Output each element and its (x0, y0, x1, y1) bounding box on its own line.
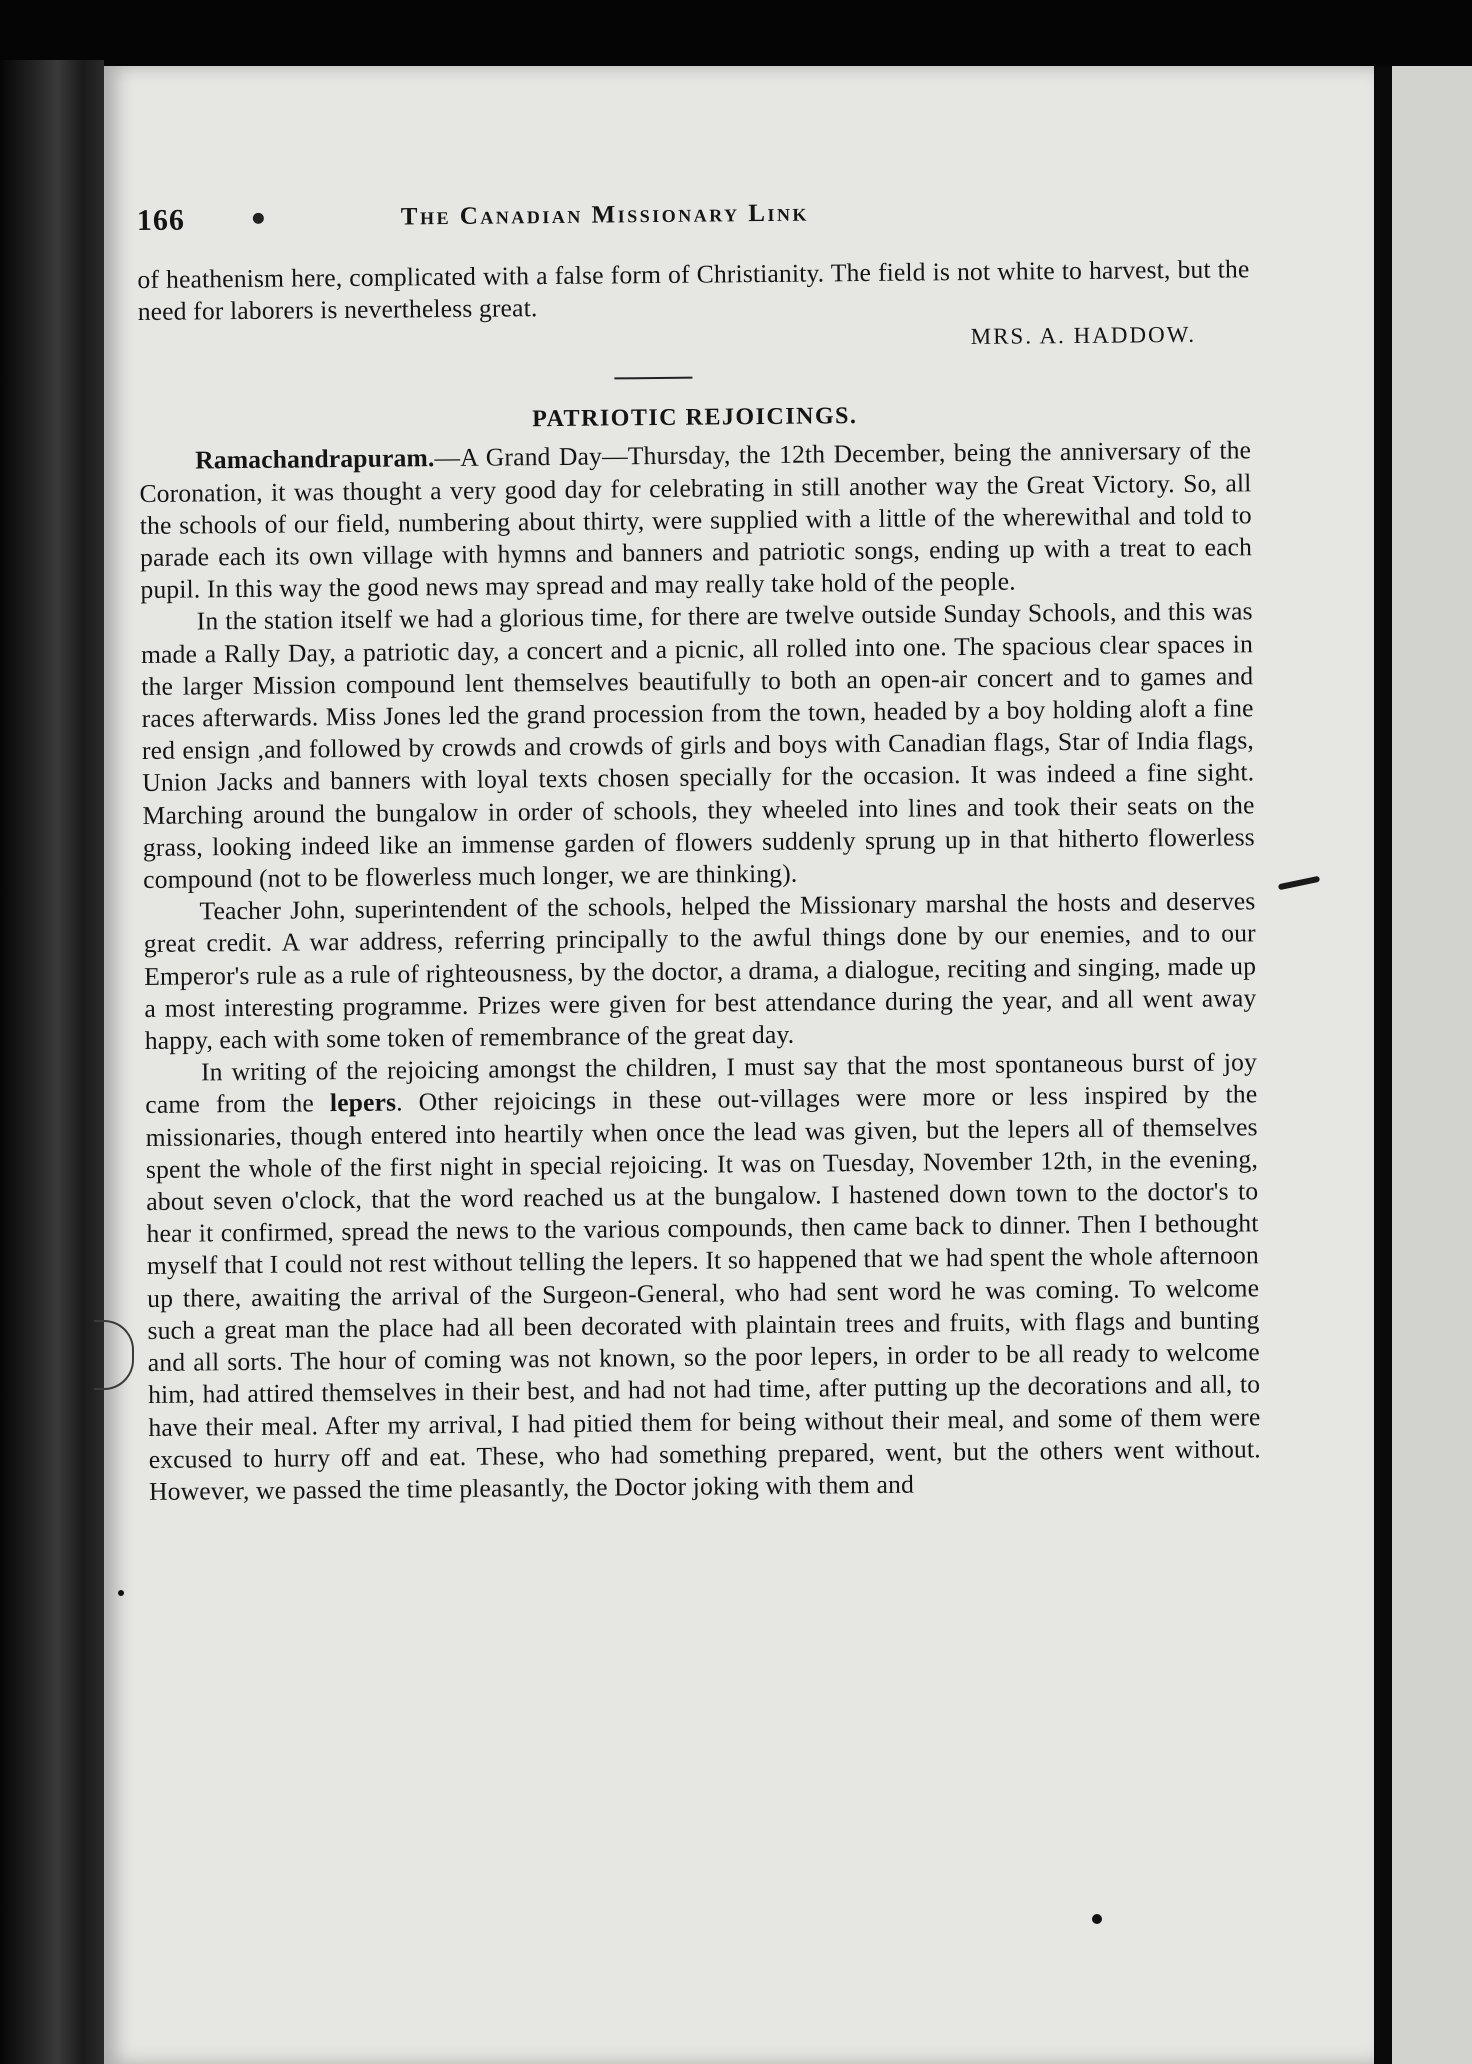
article-paragraph (145, 1047, 1261, 1508)
running-header (137, 193, 1250, 264)
article-title: PATRIOTIC REJOICINGS. (532, 403, 858, 433)
scan-top-border (0, 0, 1472, 70)
previous-article-closing: of heathenism here, complicated with a false form of Christianity. The field is not white to harvest, but the need for laborers is nevertheless great. (137, 254, 1250, 327)
adjacent-page-edge (1392, 66, 1472, 2064)
ink-blot (253, 213, 264, 224)
paragraph-text: —A Grand Day—Thursday, the 12th December, being the anniversary of the Coronation, it was thought a very good day for celebrating in still another way the Great Victory. So, all the schools of our field, numbering about thirty, were supplied with a little of the wherewithal and told to parade each its own village with hymns and banners and patriotic songs, ending up with a treat to each pupil. In this way the good news may spread and may really take hold of the people. (139, 435, 1253, 605)
emphasized-word: lepers (329, 1088, 397, 1118)
section-divider (614, 377, 692, 380)
article-paragraph: In the station itself we had a glorious time, for there are twelve outside Sunday Schools, and this was made a Rally Day, a patriotic day, a concert and a picnic, all rolled into one. The spacious clear spaces in the larger Mission compound lent themselves beautifully to both an open-air concert and to games and races afterwards. Miss Jones led the grand procession from the town, headed by a boy holding aloft a fine red ensign ,and followed by crowds and crowds of girls and boys with Canadian flags, Star of India flags, Union Jacks and banners with loyal texts chosen specially for the occasion. It was indeed a fine sight. Marching around the bungalow in order of schools, they wheeled into lines and took their seats on the grass, looking indeed like an immense garden of flowers suddenly sprung up in that hitherto flowerless compound (not to be flowerless much longer, we are thinking). (140, 596, 1255, 895)
page-number: 166 (136, 203, 186, 237)
journal-title: The Canadian Missionary Link (400, 199, 810, 231)
book-binding-shadow (0, 60, 104, 2064)
author-signature: MRS. A. HADDOW. (970, 322, 1197, 350)
ink-speck (118, 1590, 124, 1596)
page-content (136, 119, 1261, 1508)
dateline-place: Ramachandrapuram. (195, 443, 435, 475)
article-paragraph: Teacher John, superintendent of the schools, helped the Missionary marshal the hosts and deserves great credit. A war address, referring principally to the awful things done by our enemies, and to our Emperor's rule as a rule of righteousness, by the doctor, a drama, a dialogue, reciting and singing, made up a most interesting programme. Prizes were given for best attendance during the year, and all went away happy, each with some token of remembrance of the great day. (143, 886, 1257, 1056)
paragraph-text: In writing of the rejoicing amongst the children, I must say that the most spontaneous burst of joy came from the (145, 1047, 1258, 1120)
article-paragraph (139, 435, 1252, 607)
paragraph-text: . Other rejoicings in these out-villages were more or less inspired by the missionaries, though entered into heartily when once the lead was given, but the lepers all of themselves spent the whole of the first night in special rejoicing. It was on Tuesday, November 12th, in the evening, about seven o'clock, that the word reached us at the bungalow. I hastened down town to the doctor's to hear it confirmed, spread the news to the various compounds, then came back to dinner. Then I bethought myself that I could not rest without telling the lepers. It so happened that we had spent the whole afternoon up there, awaiting the arrival of the Surgeon-General, who had sent word he was coming. To welcome such a great man the place had all been decorated with plaintain trees and fruits, with flags and bunting and all sorts. The hour of coming was not known, so the poor lepers, in order to be all ready to welcome him, had attired themselves in their best, and had not had time, after putting up the decorations and all, to have their meal. After my arrival, I had pitied them for being without their meal, and some of them were excused to hurry off and eat. These, who had something prepared, went, but the others went without. However, we passed the time pleasantly, the Doctor joking with them and (145, 1079, 1261, 1506)
ink-speck (1092, 1914, 1102, 1924)
gutter-shadow (1374, 66, 1392, 2064)
